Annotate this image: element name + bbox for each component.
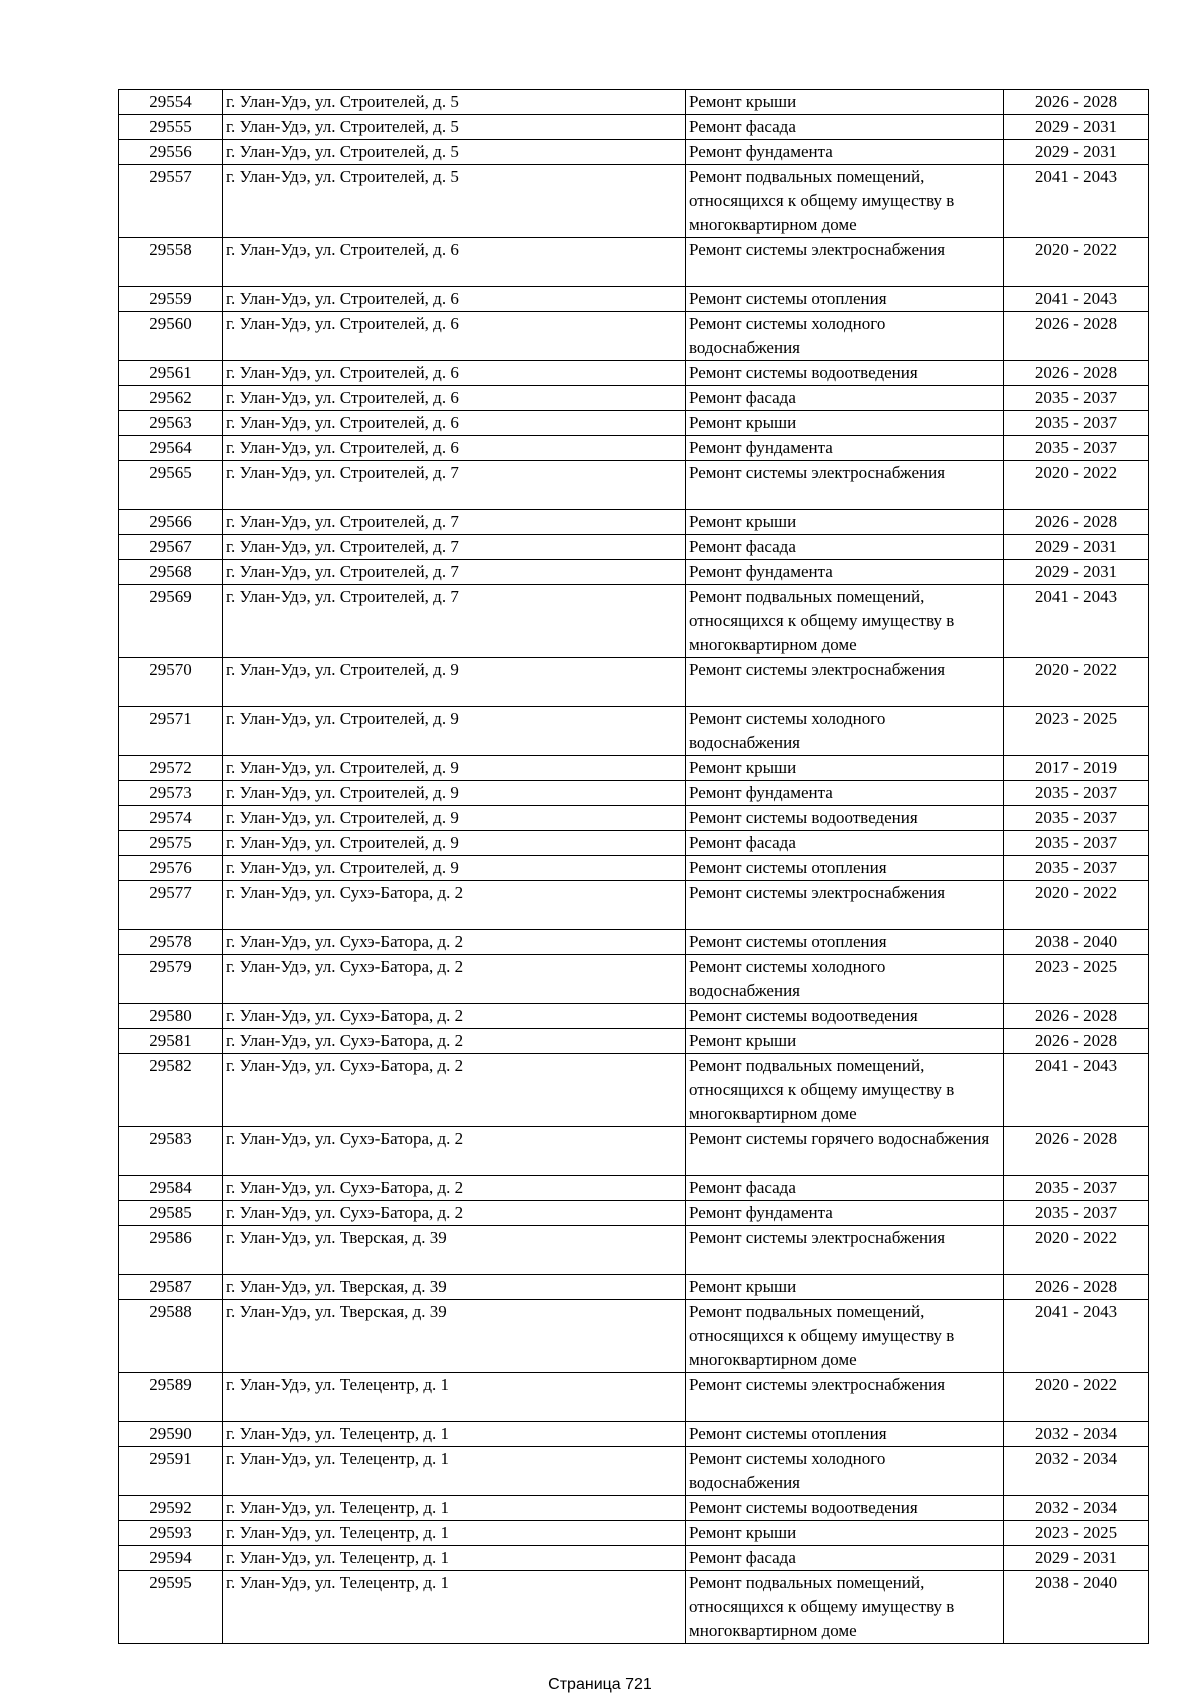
table-row <box>119 806 1149 831</box>
row-number-cell: 29567 <box>119 535 223 560</box>
table-row <box>119 386 1149 411</box>
period-cell: 2020 - 2022 <box>1004 881 1149 930</box>
period-cell: 2038 - 2040 <box>1004 1571 1149 1644</box>
row-number-cell: 29570 <box>119 658 223 707</box>
table-row <box>119 287 1149 312</box>
work-type-cell: Ремонт крыши <box>686 1521 1004 1546</box>
address-cell: г. Улан-Удэ, ул. Сухэ-Батора, д. 2 <box>223 1029 686 1054</box>
period-cell: 2026 - 2028 <box>1004 312 1149 361</box>
row-number-cell: 29563 <box>119 411 223 436</box>
row-number-cell: 29555 <box>119 115 223 140</box>
address-cell: г. Улан-Удэ, ул. Сухэ-Батора, д. 2 <box>223 1004 686 1029</box>
period-cell: 2017 - 2019 <box>1004 756 1149 781</box>
address-cell: г. Улан-Удэ, ул. Сухэ-Батора, д. 2 <box>223 1201 686 1226</box>
address-cell: г. Улан-Удэ, ул. Сухэ-Батора, д. 2 <box>223 881 686 930</box>
table-row <box>119 1127 1149 1176</box>
table-row <box>119 1029 1149 1054</box>
work-type-cell: Ремонт системы водоотведения <box>686 806 1004 831</box>
period-cell: 2020 - 2022 <box>1004 461 1149 510</box>
work-type-cell: Ремонт фасада <box>686 1176 1004 1201</box>
period-cell: 2026 - 2028 <box>1004 361 1149 386</box>
row-number-cell: 29574 <box>119 806 223 831</box>
row-number-cell: 29576 <box>119 856 223 881</box>
row-number-cell: 29559 <box>119 287 223 312</box>
address-cell: г. Улан-Удэ, ул. Строителей, д. 7 <box>223 585 686 658</box>
table-row <box>119 1373 1149 1422</box>
period-cell: 2029 - 2031 <box>1004 115 1149 140</box>
work-type-cell: Ремонт подвальных помещений, относящихся к общему имуществу в многоквартирном доме <box>686 165 1004 238</box>
period-cell: 2020 - 2022 <box>1004 1373 1149 1422</box>
work-type-cell: Ремонт фундамента <box>686 560 1004 585</box>
table-row <box>119 510 1149 535</box>
table-row <box>119 535 1149 560</box>
period-cell: 2029 - 2031 <box>1004 140 1149 165</box>
table-row <box>119 1571 1149 1644</box>
row-number-cell: 29578 <box>119 930 223 955</box>
address-cell: г. Улан-Удэ, ул. Тверская, д. 39 <box>223 1226 686 1275</box>
table-row <box>119 461 1149 510</box>
work-type-cell: Ремонт крыши <box>686 90 1004 115</box>
row-number-cell: 29572 <box>119 756 223 781</box>
period-cell: 2041 - 2043 <box>1004 1300 1149 1373</box>
row-number-cell: 29560 <box>119 312 223 361</box>
address-cell: г. Улан-Удэ, ул. Сухэ-Батора, д. 2 <box>223 955 686 1004</box>
row-number-cell: 29569 <box>119 585 223 658</box>
work-type-cell: Ремонт подвальных помещений, относящихся к общему имуществу в многоквартирном доме <box>686 1054 1004 1127</box>
table-row <box>119 312 1149 361</box>
work-type-cell: Ремонт фундамента <box>686 140 1004 165</box>
work-type-cell: Ремонт системы отопления <box>686 1422 1004 1447</box>
address-cell: г. Улан-Удэ, ул. Строителей, д. 6 <box>223 312 686 361</box>
address-cell: г. Улан-Удэ, ул. Тверская, д. 39 <box>223 1275 686 1300</box>
address-cell: г. Улан-Удэ, ул. Строителей, д. 5 <box>223 115 686 140</box>
work-type-cell: Ремонт подвальных помещений, относящихся к общему имуществу в многоквартирном доме <box>686 1571 1004 1644</box>
period-cell: 2035 - 2037 <box>1004 781 1149 806</box>
table-row <box>119 856 1149 881</box>
work-type-cell: Ремонт подвальных помещений, относящихся к общему имуществу в многоквартирном доме <box>686 585 1004 658</box>
table-row <box>119 560 1149 585</box>
table-row <box>119 1054 1149 1127</box>
address-cell: г. Улан-Удэ, ул. Строителей, д. 7 <box>223 560 686 585</box>
period-cell: 2035 - 2037 <box>1004 1201 1149 1226</box>
row-number-cell: 29580 <box>119 1004 223 1029</box>
work-type-cell: Ремонт фундамента <box>686 436 1004 461</box>
address-cell: г. Улан-Удэ, ул. Строителей, д. 5 <box>223 90 686 115</box>
row-number-cell: 29579 <box>119 955 223 1004</box>
work-type-cell: Ремонт крыши <box>686 1029 1004 1054</box>
row-number-cell: 29594 <box>119 1546 223 1571</box>
table-row <box>119 1300 1149 1373</box>
row-number-cell: 29595 <box>119 1571 223 1644</box>
page-number: Страница 721 <box>548 1676 652 1693</box>
row-number-cell: 29592 <box>119 1496 223 1521</box>
row-number-cell: 29587 <box>119 1275 223 1300</box>
work-type-cell: Ремонт системы электроснабжения <box>686 1226 1004 1275</box>
row-number-cell: 29575 <box>119 831 223 856</box>
period-cell: 2041 - 2043 <box>1004 1054 1149 1127</box>
work-type-cell: Ремонт фасада <box>686 831 1004 856</box>
work-type-cell: Ремонт системы водоотведения <box>686 361 1004 386</box>
row-number-cell: 29565 <box>119 461 223 510</box>
address-cell: г. Улан-Удэ, ул. Строителей, д. 6 <box>223 238 686 287</box>
table-row <box>119 115 1149 140</box>
work-type-cell: Ремонт системы электроснабжения <box>686 238 1004 287</box>
period-cell: 2035 - 2037 <box>1004 411 1149 436</box>
table-row <box>119 930 1149 955</box>
row-number-cell: 29586 <box>119 1226 223 1275</box>
table-row <box>119 1226 1149 1275</box>
period-cell: 2029 - 2031 <box>1004 1546 1149 1571</box>
table-body <box>119 90 1149 1644</box>
address-cell: г. Улан-Удэ, ул. Строителей, д. 7 <box>223 535 686 560</box>
period-cell: 2035 - 2037 <box>1004 806 1149 831</box>
work-type-cell: Ремонт фасада <box>686 115 1004 140</box>
repair-schedule-table <box>118 89 1149 1644</box>
row-number-cell: 29558 <box>119 238 223 287</box>
table-row <box>119 1176 1149 1201</box>
table-row <box>119 1201 1149 1226</box>
row-number-cell: 29564 <box>119 436 223 461</box>
address-cell: г. Улан-Удэ, ул. Строителей, д. 9 <box>223 806 686 831</box>
period-cell: 2035 - 2037 <box>1004 1176 1149 1201</box>
table-row <box>119 658 1149 707</box>
table-row <box>119 1546 1149 1571</box>
row-number-cell: 29588 <box>119 1300 223 1373</box>
address-cell: г. Улан-Удэ, ул. Строителей, д. 5 <box>223 165 686 238</box>
address-cell: г. Улан-Удэ, ул. Сухэ-Батора, д. 2 <box>223 1176 686 1201</box>
work-type-cell: Ремонт подвальных помещений, относящихся к общему имуществу в многоквартирном доме <box>686 1300 1004 1373</box>
table-row <box>119 1447 1149 1496</box>
table-row <box>119 140 1149 165</box>
table-row <box>119 1521 1149 1546</box>
period-cell: 2026 - 2028 <box>1004 1275 1149 1300</box>
row-number-cell: 29585 <box>119 1201 223 1226</box>
work-type-cell: Ремонт системы холодного водоснабжения <box>686 1447 1004 1496</box>
work-type-cell: Ремонт системы отопления <box>686 287 1004 312</box>
period-cell: 2026 - 2028 <box>1004 90 1149 115</box>
row-number-cell: 29571 <box>119 707 223 756</box>
work-type-cell: Ремонт системы электроснабжения <box>686 1373 1004 1422</box>
period-cell: 2029 - 2031 <box>1004 560 1149 585</box>
address-cell: г. Улан-Удэ, ул. Строителей, д. 9 <box>223 856 686 881</box>
address-cell: г. Улан-Удэ, ул. Телецентр, д. 1 <box>223 1496 686 1521</box>
work-type-cell: Ремонт крыши <box>686 1275 1004 1300</box>
period-cell: 2032 - 2034 <box>1004 1447 1149 1496</box>
address-cell: г. Улан-Удэ, ул. Строителей, д. 7 <box>223 510 686 535</box>
period-cell: 2023 - 2025 <box>1004 707 1149 756</box>
period-cell: 2020 - 2022 <box>1004 1226 1149 1275</box>
period-cell: 2029 - 2031 <box>1004 535 1149 560</box>
table-row <box>119 361 1149 386</box>
table-row <box>119 756 1149 781</box>
address-cell: г. Улан-Удэ, ул. Телецентр, д. 1 <box>223 1422 686 1447</box>
work-type-cell: Ремонт системы отопления <box>686 930 1004 955</box>
address-cell: г. Улан-Удэ, ул. Строителей, д. 7 <box>223 461 686 510</box>
row-number-cell: 29562 <box>119 386 223 411</box>
period-cell: 2041 - 2043 <box>1004 165 1149 238</box>
address-cell: г. Улан-Удэ, ул. Телецентр, д. 1 <box>223 1373 686 1422</box>
period-cell: 2020 - 2022 <box>1004 658 1149 707</box>
address-cell: г. Улан-Удэ, ул. Строителей, д. 6 <box>223 361 686 386</box>
row-number-cell: 29566 <box>119 510 223 535</box>
row-number-cell: 29593 <box>119 1521 223 1546</box>
row-number-cell: 29554 <box>119 90 223 115</box>
row-number-cell: 29589 <box>119 1373 223 1422</box>
work-type-cell: Ремонт системы электроснабжения <box>686 461 1004 510</box>
period-cell: 2041 - 2043 <box>1004 287 1149 312</box>
work-type-cell: Ремонт фундамента <box>686 1201 1004 1226</box>
work-type-cell: Ремонт системы холодного водоснабжения <box>686 312 1004 361</box>
period-cell: 2035 - 2037 <box>1004 386 1149 411</box>
row-number-cell: 29584 <box>119 1176 223 1201</box>
address-cell: г. Улан-Удэ, ул. Сухэ-Батора, д. 2 <box>223 1054 686 1127</box>
address-cell: г. Улан-Удэ, ул. Сухэ-Батора, д. 2 <box>223 930 686 955</box>
table-row <box>119 1275 1149 1300</box>
work-type-cell: Ремонт системы водоотведения <box>686 1004 1004 1029</box>
address-cell: г. Улан-Удэ, ул. Тверская, д. 39 <box>223 1300 686 1373</box>
period-cell: 2035 - 2037 <box>1004 831 1149 856</box>
period-cell: 2026 - 2028 <box>1004 1004 1149 1029</box>
table-row <box>119 585 1149 658</box>
address-cell: г. Улан-Удэ, ул. Строителей, д. 9 <box>223 756 686 781</box>
work-type-cell: Ремонт системы холодного водоснабжения <box>686 707 1004 756</box>
work-type-cell: Ремонт крыши <box>686 756 1004 781</box>
work-type-cell: Ремонт крыши <box>686 411 1004 436</box>
work-type-cell: Ремонт фасада <box>686 535 1004 560</box>
work-type-cell: Ремонт крыши <box>686 510 1004 535</box>
address-cell: г. Улан-Удэ, ул. Телецентр, д. 1 <box>223 1546 686 1571</box>
address-cell: г. Улан-Удэ, ул. Строителей, д. 5 <box>223 140 686 165</box>
period-cell: 2038 - 2040 <box>1004 930 1149 955</box>
row-number-cell: 29582 <box>119 1054 223 1127</box>
table-row <box>119 881 1149 930</box>
row-number-cell: 29568 <box>119 560 223 585</box>
row-number-cell: 29577 <box>119 881 223 930</box>
table-row <box>119 1004 1149 1029</box>
row-number-cell: 29590 <box>119 1422 223 1447</box>
address-cell: г. Улан-Удэ, ул. Строителей, д. 9 <box>223 781 686 806</box>
row-number-cell: 29561 <box>119 361 223 386</box>
table-row <box>119 1422 1149 1447</box>
row-number-cell: 29591 <box>119 1447 223 1496</box>
row-number-cell: 29557 <box>119 165 223 238</box>
address-cell: г. Улан-Удэ, ул. Строителей, д. 9 <box>223 658 686 707</box>
address-cell: г. Улан-Удэ, ул. Телецентр, д. 1 <box>223 1521 686 1546</box>
table-row <box>119 238 1149 287</box>
address-cell: г. Улан-Удэ, ул. Телецентр, д. 1 <box>223 1447 686 1496</box>
row-number-cell: 29556 <box>119 140 223 165</box>
period-cell: 2032 - 2034 <box>1004 1422 1149 1447</box>
period-cell: 2020 - 2022 <box>1004 238 1149 287</box>
work-type-cell: Ремонт системы электроснабжения <box>686 881 1004 930</box>
table-row <box>119 1496 1149 1521</box>
table-row <box>119 90 1149 115</box>
table-row <box>119 411 1149 436</box>
row-number-cell: 29573 <box>119 781 223 806</box>
work-type-cell: Ремонт системы электроснабжения <box>686 658 1004 707</box>
work-type-cell: Ремонт системы водоотведения <box>686 1496 1004 1521</box>
work-type-cell: Ремонт фасада <box>686 386 1004 411</box>
period-cell: 2023 - 2025 <box>1004 1521 1149 1546</box>
table-row <box>119 436 1149 461</box>
period-cell: 2026 - 2028 <box>1004 510 1149 535</box>
work-type-cell: Ремонт фундамента <box>686 781 1004 806</box>
address-cell: г. Улан-Удэ, ул. Строителей, д. 9 <box>223 707 686 756</box>
period-cell: 2032 - 2034 <box>1004 1496 1149 1521</box>
address-cell: г. Улан-Удэ, ул. Сухэ-Батора, д. 2 <box>223 1127 686 1176</box>
address-cell: г. Улан-Удэ, ул. Строителей, д. 6 <box>223 386 686 411</box>
period-cell: 2035 - 2037 <box>1004 856 1149 881</box>
address-cell: г. Улан-Удэ, ул. Строителей, д. 6 <box>223 411 686 436</box>
table-row <box>119 831 1149 856</box>
table-row <box>119 955 1149 1004</box>
address-cell: г. Улан-Удэ, ул. Телецентр, д. 1 <box>223 1571 686 1644</box>
period-cell: 2035 - 2037 <box>1004 436 1149 461</box>
work-type-cell: Ремонт фасада <box>686 1546 1004 1571</box>
work-type-cell: Ремонт системы отопления <box>686 856 1004 881</box>
address-cell: г. Улан-Удэ, ул. Строителей, д. 6 <box>223 287 686 312</box>
period-cell: 2041 - 2043 <box>1004 585 1149 658</box>
row-number-cell: 29583 <box>119 1127 223 1176</box>
work-type-cell: Ремонт системы холодного водоснабжения <box>686 955 1004 1004</box>
row-number-cell: 29581 <box>119 1029 223 1054</box>
address-cell: г. Улан-Удэ, ул. Строителей, д. 9 <box>223 831 686 856</box>
table-row <box>119 707 1149 756</box>
work-type-cell: Ремонт системы горячего водоснабжения <box>686 1127 1004 1176</box>
table-row <box>119 165 1149 238</box>
address-cell: г. Улан-Удэ, ул. Строителей, д. 6 <box>223 436 686 461</box>
period-cell: 2026 - 2028 <box>1004 1127 1149 1176</box>
table-row <box>119 781 1149 806</box>
period-cell: 2023 - 2025 <box>1004 955 1149 1004</box>
period-cell: 2026 - 2028 <box>1004 1029 1149 1054</box>
